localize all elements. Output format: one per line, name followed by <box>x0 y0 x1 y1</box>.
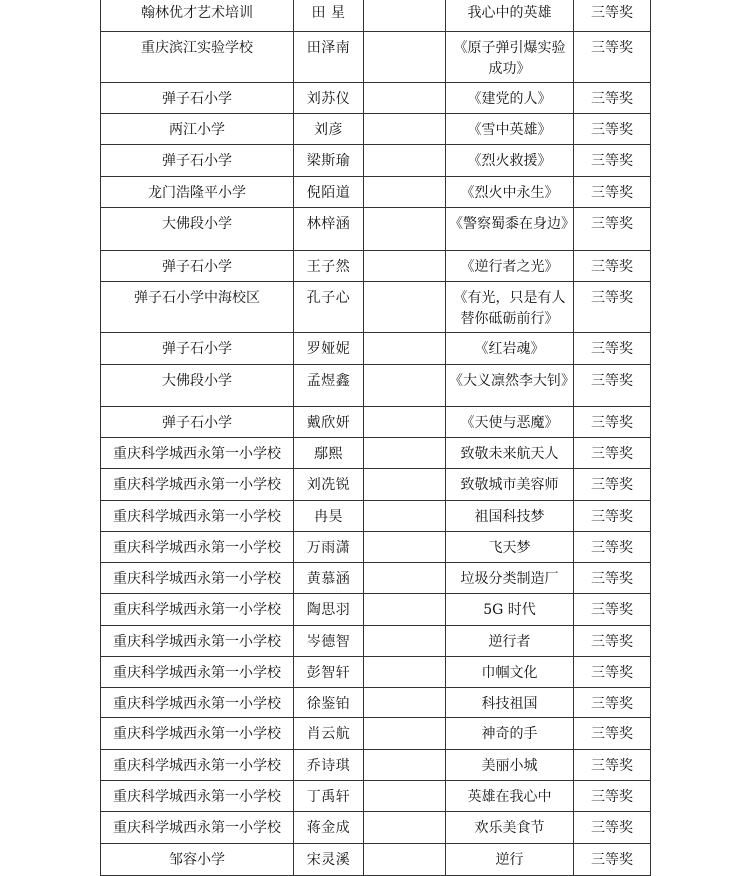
student-name-cell: 万雨潇 <box>294 532 364 563</box>
student-name-cell: 黄慕涵 <box>294 563 364 594</box>
school-cell: 大佛段小学 <box>101 365 294 407</box>
student-name-cell: 刘彦 <box>294 114 364 145</box>
student-name-cell: 梁斯瑜 <box>294 145 364 177</box>
table-row <box>101 177 651 208</box>
work-title-cell: 巾帼文化 <box>446 657 574 688</box>
prize-cell: 三等奖 <box>574 844 651 876</box>
table-row <box>101 501 651 532</box>
empty-cell <box>364 282 446 333</box>
student-name-cell: 冉昊 <box>294 501 364 532</box>
work-title-cell: 逆行者 <box>446 626 574 657</box>
work-title-cell: 《原子弹引爆实验成功》 <box>446 32 574 83</box>
table-row <box>101 750 651 781</box>
school-cell: 重庆科学城西永第一小学校 <box>101 812 294 844</box>
school-cell: 弹子石小学 <box>101 407 294 438</box>
table-row <box>101 438 651 469</box>
student-name-cell: 丁禹轩 <box>294 781 364 812</box>
prize-cell: 三等奖 <box>574 251 651 282</box>
work-title-cell: 垃圾分类制造厂 <box>446 563 574 594</box>
table-row <box>101 563 651 594</box>
empty-cell <box>364 750 446 781</box>
work-title-cell: 我心中的英雄 <box>446 0 574 32</box>
school-cell: 重庆科学城西永第一小学校 <box>101 501 294 532</box>
work-title-cell: 《烈火救援》 <box>446 145 574 177</box>
empty-cell <box>364 594 446 626</box>
empty-cell <box>364 83 446 114</box>
student-name-cell: 罗娅妮 <box>294 333 364 365</box>
work-title-cell: 《警察蜀黍在身边》 <box>446 208 574 251</box>
student-name-cell: 孟煜鑫 <box>294 365 364 407</box>
prize-cell: 三等奖 <box>574 145 651 177</box>
work-title-cell: 《大义凛然李大钊》 <box>446 365 574 407</box>
empty-cell <box>364 407 446 438</box>
empty-cell <box>364 844 446 876</box>
prize-cell: 三等奖 <box>574 177 651 208</box>
prize-cell: 三等奖 <box>574 333 651 365</box>
prize-cell: 三等奖 <box>574 83 651 114</box>
empty-cell <box>364 145 446 177</box>
empty-cell <box>364 208 446 251</box>
empty-cell <box>364 781 446 812</box>
empty-cell <box>364 812 446 844</box>
work-title-cell: 科技祖国 <box>446 688 574 718</box>
empty-cell <box>364 32 446 83</box>
table-row <box>101 0 651 32</box>
work-title-cell: 《雪中英雄》 <box>446 114 574 145</box>
school-cell: 重庆滨江实验学校 <box>101 32 294 83</box>
prize-cell: 三等奖 <box>574 718 651 750</box>
awards-table <box>100 0 651 876</box>
work-title-cell: 《有光，只是有人替你砥砺前行》 <box>446 282 574 333</box>
table-row <box>101 657 651 688</box>
student-name-cell: 林梓涵 <box>294 208 364 251</box>
school-cell: 重庆科学城西永第一小学校 <box>101 626 294 657</box>
prize-cell: 三等奖 <box>574 365 651 407</box>
empty-cell <box>364 177 446 208</box>
school-cell: 弹子石小学 <box>101 251 294 282</box>
prize-cell: 三等奖 <box>574 657 651 688</box>
prize-cell: 三等奖 <box>574 32 651 83</box>
student-name-cell: 乔诗琪 <box>294 750 364 781</box>
table-row <box>101 626 651 657</box>
prize-cell: 三等奖 <box>574 594 651 626</box>
student-name-cell: 倪陌道 <box>294 177 364 208</box>
prize-cell: 三等奖 <box>574 532 651 563</box>
school-cell: 重庆科学城西永第一小学校 <box>101 657 294 688</box>
school-cell: 两江小学 <box>101 114 294 145</box>
table-row <box>101 114 651 145</box>
work-title-cell: 5G 时代 <box>446 594 574 626</box>
empty-cell <box>364 365 446 407</box>
student-name-cell: 岑德智 <box>294 626 364 657</box>
empty-cell <box>364 438 446 469</box>
prize-cell: 三等奖 <box>574 501 651 532</box>
work-title-cell: 《烈火中永生》 <box>446 177 574 208</box>
school-cell: 重庆科学城西永第一小学校 <box>101 469 294 501</box>
table-row <box>101 251 651 282</box>
prize-cell: 三等奖 <box>574 469 651 501</box>
student-name-cell: 陶思羽 <box>294 594 364 626</box>
school-cell: 重庆科学城西永第一小学校 <box>101 688 294 718</box>
student-name-cell: 彭智轩 <box>294 657 364 688</box>
work-title-cell: 神奇的手 <box>446 718 574 750</box>
table-row <box>101 365 651 407</box>
student-name-cell: 蒋金成 <box>294 812 364 844</box>
student-name-cell: 刘冼锐 <box>294 469 364 501</box>
table-row <box>101 594 651 626</box>
table-row <box>101 145 651 177</box>
school-cell: 大佛段小学 <box>101 208 294 251</box>
table-row <box>101 83 651 114</box>
school-cell: 重庆科学城西永第一小学校 <box>101 563 294 594</box>
prize-cell: 三等奖 <box>574 626 651 657</box>
student-name-cell: 田 星 <box>294 0 364 32</box>
school-cell: 邹容小学 <box>101 844 294 876</box>
school-cell: 重庆科学城西永第一小学校 <box>101 532 294 563</box>
empty-cell <box>364 657 446 688</box>
table-row <box>101 32 651 83</box>
student-name-cell: 鄢熙 <box>294 438 364 469</box>
work-title-cell: 致敬城市美容师 <box>446 469 574 501</box>
prize-cell: 三等奖 <box>574 781 651 812</box>
empty-cell <box>364 626 446 657</box>
work-title-cell: 《建党的人》 <box>446 83 574 114</box>
work-title-cell: 欢乐美食节 <box>446 812 574 844</box>
school-cell: 重庆科学城西永第一小学校 <box>101 781 294 812</box>
table-row <box>101 469 651 501</box>
table-row <box>101 532 651 563</box>
student-name-cell: 田泽南 <box>294 32 364 83</box>
student-name-cell: 孔子心 <box>294 282 364 333</box>
prize-cell: 三等奖 <box>574 750 651 781</box>
table-row <box>101 781 651 812</box>
prize-cell: 三等奖 <box>574 563 651 594</box>
work-title-cell: 美丽小城 <box>446 750 574 781</box>
student-name-cell: 肖云航 <box>294 718 364 750</box>
empty-cell <box>364 0 446 32</box>
student-name-cell: 徐鉴铂 <box>294 688 364 718</box>
school-cell: 弹子石小学 <box>101 145 294 177</box>
prize-cell: 三等奖 <box>574 208 651 251</box>
prize-cell: 三等奖 <box>574 282 651 333</box>
prize-cell: 三等奖 <box>574 114 651 145</box>
school-cell: 弹子石小学 <box>101 333 294 365</box>
empty-cell <box>364 501 446 532</box>
prize-cell: 三等奖 <box>574 812 651 844</box>
school-cell: 重庆科学城西永第一小学校 <box>101 438 294 469</box>
table-row <box>101 333 651 365</box>
work-title-cell: 《天使与恶魔》 <box>446 407 574 438</box>
empty-cell <box>364 114 446 145</box>
empty-cell <box>364 718 446 750</box>
school-cell: 重庆科学城西永第一小学校 <box>101 750 294 781</box>
work-title-cell: 祖国科技梦 <box>446 501 574 532</box>
empty-cell <box>364 563 446 594</box>
student-name-cell: 王子然 <box>294 251 364 282</box>
work-title-cell: 英雄在我心中 <box>446 781 574 812</box>
prize-cell: 三等奖 <box>574 0 651 32</box>
table-row <box>101 407 651 438</box>
school-cell: 弹子石小学 <box>101 83 294 114</box>
awards-table-body <box>101 0 651 876</box>
table-row <box>101 282 651 333</box>
work-title-cell: 《逆行者之光》 <box>446 251 574 282</box>
work-title-cell: 致敬未来航天人 <box>446 438 574 469</box>
school-cell: 龙门浩隆平小学 <box>101 177 294 208</box>
table-row <box>101 688 651 718</box>
prize-cell: 三等奖 <box>574 688 651 718</box>
empty-cell <box>364 688 446 718</box>
prize-cell: 三等奖 <box>574 407 651 438</box>
student-name-cell: 刘苏仪 <box>294 83 364 114</box>
empty-cell <box>364 333 446 365</box>
work-title-cell: 《红岩魂》 <box>446 333 574 365</box>
school-cell: 弹子石小学中海校区 <box>101 282 294 333</box>
school-cell: 重庆科学城西永第一小学校 <box>101 594 294 626</box>
school-cell: 翰林优才艺术培训 <box>101 0 294 32</box>
table-row <box>101 718 651 750</box>
work-title-cell: 飞天梦 <box>446 532 574 563</box>
student-name-cell: 宋灵溪 <box>294 844 364 876</box>
table-row <box>101 812 651 844</box>
empty-cell <box>364 469 446 501</box>
school-cell: 重庆科学城西永第一小学校 <box>101 718 294 750</box>
prize-cell: 三等奖 <box>574 438 651 469</box>
work-title-cell: 逆行 <box>446 844 574 876</box>
table-row <box>101 844 651 876</box>
empty-cell <box>364 532 446 563</box>
table-row <box>101 208 651 251</box>
empty-cell <box>364 251 446 282</box>
student-name-cell: 戴欣妍 <box>294 407 364 438</box>
